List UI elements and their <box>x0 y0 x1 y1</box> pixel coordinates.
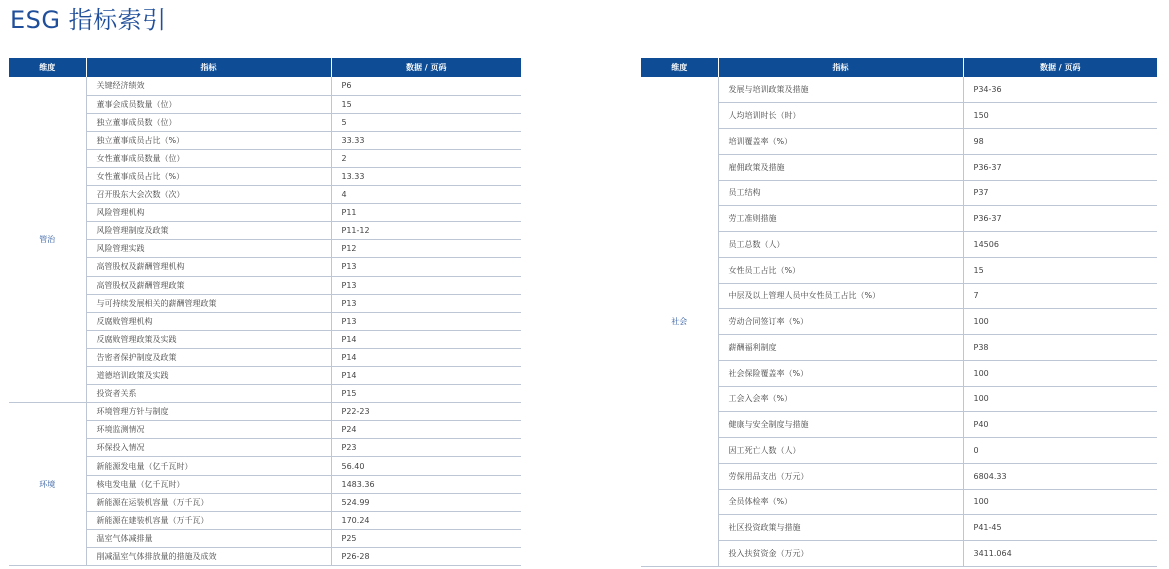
table-row <box>9 312 521 330</box>
indicator-cell: 女性员工占比（%） <box>718 257 963 283</box>
indicator-cell: 劳动合同签订率（%） <box>718 309 963 335</box>
value-cell: P15 <box>331 385 521 403</box>
table-row <box>641 412 1157 438</box>
value-cell: 1483.36 <box>331 475 521 493</box>
table-row <box>9 385 521 403</box>
table-row <box>641 103 1157 129</box>
value-cell: 100 <box>963 360 1157 386</box>
table-row <box>9 294 521 312</box>
indicator-cell: 培训覆盖率（%） <box>718 129 963 155</box>
value-cell: 14506 <box>963 232 1157 258</box>
value-cell: 3411.064 <box>963 541 1157 567</box>
table-row <box>9 421 521 439</box>
indicator-cell: 薪酬福利制度 <box>718 335 963 361</box>
header-indicator: 指标 <box>718 58 963 77</box>
indicator-cell: 健康与安全制度与措施 <box>718 412 963 438</box>
indicator-cell: 董事会成员数量（位） <box>86 95 331 113</box>
table-row <box>9 547 521 565</box>
table-row <box>641 257 1157 283</box>
value-cell: 2 <box>331 149 521 167</box>
esg-index-table-left <box>9 58 521 566</box>
table-row <box>641 206 1157 232</box>
indicator-cell: 员工结构 <box>718 180 963 206</box>
indicator-cell: 独立董事成员占比（%） <box>86 131 331 149</box>
indicator-cell: 投入扶贫资金（万元） <box>718 541 963 567</box>
value-cell: P38 <box>963 335 1157 361</box>
indicator-cell: 雇佣政策及措施 <box>718 154 963 180</box>
value-cell: 100 <box>963 309 1157 335</box>
indicator-cell: 高管股权及薪酬管理政策 <box>86 276 331 294</box>
value-cell: P37 <box>963 180 1157 206</box>
table-body-right <box>641 77 1157 566</box>
indicator-cell: 召开股东大会次数（次） <box>86 186 331 204</box>
indicator-cell: 削减温室气体排放量的措施及成效 <box>86 547 331 565</box>
value-cell: P11-12 <box>331 222 521 240</box>
table-row <box>9 95 521 113</box>
header-dimension: 维度 <box>641 58 718 77</box>
table-row <box>9 403 521 421</box>
indicator-cell: 核电发电量（亿千瓦时） <box>86 475 331 493</box>
value-cell: 56.40 <box>331 457 521 475</box>
value-cell: 0 <box>963 438 1157 464</box>
table-row <box>9 258 521 276</box>
table-row <box>9 240 521 258</box>
indicator-cell: 风险管理制度及政策 <box>86 222 331 240</box>
indicator-cell: 独立董事成员数（位） <box>86 113 331 131</box>
value-cell: 15 <box>963 257 1157 283</box>
indicator-cell: 环境监测情况 <box>86 421 331 439</box>
value-cell: 100 <box>963 489 1157 515</box>
table-row <box>641 386 1157 412</box>
value-cell: 524.99 <box>331 493 521 511</box>
value-cell: 5 <box>331 113 521 131</box>
value-cell: P13 <box>331 312 521 330</box>
dimension-cell: 管治 <box>9 77 86 403</box>
indicator-cell: 反腐败管理机构 <box>86 312 331 330</box>
table-row <box>641 309 1157 335</box>
value-cell: P14 <box>331 348 521 366</box>
indicator-cell: 环保投入情况 <box>86 439 331 457</box>
table-row <box>9 113 521 131</box>
table-row <box>641 541 1157 567</box>
indicator-cell: 反腐败管理政策及实践 <box>86 330 331 348</box>
indicator-cell: 风险管理机构 <box>86 204 331 222</box>
indicator-cell: 工会入会率（%） <box>718 386 963 412</box>
table-body-left <box>9 77 521 566</box>
table-row <box>9 186 521 204</box>
table-row <box>641 180 1157 206</box>
table-row <box>641 489 1157 515</box>
esg-index-table-right <box>641 58 1157 567</box>
indicator-cell: 劳保用品支出（万元） <box>718 463 963 489</box>
indicator-cell: 高管股权及薪酬管理机构 <box>86 258 331 276</box>
value-cell: 33.33 <box>331 131 521 149</box>
indicator-cell: 发展与培训政策及措施 <box>718 77 963 103</box>
table-row <box>9 330 521 348</box>
value-cell: P25 <box>331 529 521 547</box>
header-value: 数据 / 页码 <box>963 58 1157 77</box>
table-row <box>9 276 521 294</box>
table-row <box>9 475 521 493</box>
indicator-cell: 温室气体减排量 <box>86 529 331 547</box>
value-cell: 7 <box>963 283 1157 309</box>
header-value: 数据 / 页码 <box>331 58 521 77</box>
indicator-cell: 劳工准则措施 <box>718 206 963 232</box>
value-cell: P34-36 <box>963 77 1157 103</box>
table-row <box>9 204 521 222</box>
value-cell: P40 <box>963 412 1157 438</box>
table-row <box>9 222 521 240</box>
value-cell: P22-23 <box>331 403 521 421</box>
value-cell: P13 <box>331 258 521 276</box>
value-cell: 150 <box>963 103 1157 129</box>
value-cell: P14 <box>331 367 521 385</box>
value-cell: P36-37 <box>963 206 1157 232</box>
value-cell: P13 <box>331 276 521 294</box>
value-cell: P12 <box>331 240 521 258</box>
indicator-cell: 环境管理方针与制度 <box>86 403 331 421</box>
page-title: ESG 指标索引 <box>10 6 167 34</box>
indicator-cell: 因工死亡人数（人） <box>718 438 963 464</box>
indicator-cell: 新能源在运装机容量（万千瓦） <box>86 493 331 511</box>
header-dimension: 维度 <box>9 58 86 77</box>
table-row <box>9 348 521 366</box>
indicator-cell: 道德培训政策及实践 <box>86 367 331 385</box>
value-cell: P41-45 <box>963 515 1157 541</box>
table-row <box>641 360 1157 386</box>
indicator-cell: 与可持续发展相关的薪酬管理政策 <box>86 294 331 312</box>
indicator-cell: 风险管理实践 <box>86 240 331 258</box>
indicator-cell: 社区投资政策与措施 <box>718 515 963 541</box>
value-cell: 100 <box>963 386 1157 412</box>
header-indicator: 指标 <box>86 58 331 77</box>
table-row <box>9 457 521 475</box>
table-row <box>641 283 1157 309</box>
table-row <box>641 515 1157 541</box>
table-row <box>641 129 1157 155</box>
value-cell: P13 <box>331 294 521 312</box>
value-cell: P6 <box>331 77 521 95</box>
table-row <box>641 232 1157 258</box>
table-row <box>641 335 1157 361</box>
table-row <box>9 367 521 385</box>
indicator-cell: 新能源在建装机容量（万千瓦） <box>86 511 331 529</box>
dimension-cell: 环境 <box>9 403 86 566</box>
table-row <box>9 439 521 457</box>
value-cell: 170.24 <box>331 511 521 529</box>
indicator-cell: 社会保险覆盖率（%） <box>718 360 963 386</box>
table-row <box>641 77 1157 103</box>
value-cell: 6804.33 <box>963 463 1157 489</box>
table-row <box>9 131 521 149</box>
indicator-cell: 投资者关系 <box>86 385 331 403</box>
table-row <box>9 167 521 185</box>
value-cell: P14 <box>331 330 521 348</box>
table-row <box>641 154 1157 180</box>
indicator-cell: 告密者保护制度及政策 <box>86 348 331 366</box>
value-cell: P24 <box>331 421 521 439</box>
value-cell: P23 <box>331 439 521 457</box>
table-row <box>9 77 521 95</box>
indicator-cell: 中层及以上管理人员中女性员工占比（%） <box>718 283 963 309</box>
table-row <box>641 438 1157 464</box>
indicator-cell: 员工总数（人） <box>718 232 963 258</box>
indicator-cell: 关键经济绩效 <box>86 77 331 95</box>
table-header-row <box>641 58 1157 77</box>
indicator-cell: 女性董事成员占比（%） <box>86 167 331 185</box>
indicator-cell: 新能源发电量（亿千瓦时） <box>86 457 331 475</box>
indicator-cell: 女性董事成员数量（位） <box>86 149 331 167</box>
table-row <box>641 463 1157 489</box>
value-cell: P11 <box>331 204 521 222</box>
table-header-row <box>9 58 521 77</box>
value-cell: 4 <box>331 186 521 204</box>
value-cell: P26-28 <box>331 547 521 565</box>
value-cell: P36-37 <box>963 154 1157 180</box>
value-cell: 15 <box>331 95 521 113</box>
dimension-cell: 社会 <box>641 77 718 566</box>
indicator-cell: 人均培训时长（时） <box>718 103 963 129</box>
table-row <box>9 511 521 529</box>
value-cell: 98 <box>963 129 1157 155</box>
table-row <box>9 529 521 547</box>
value-cell: 13.33 <box>331 167 521 185</box>
indicator-cell: 全员体检率（%） <box>718 489 963 515</box>
table-row <box>9 149 521 167</box>
table-row <box>9 493 521 511</box>
